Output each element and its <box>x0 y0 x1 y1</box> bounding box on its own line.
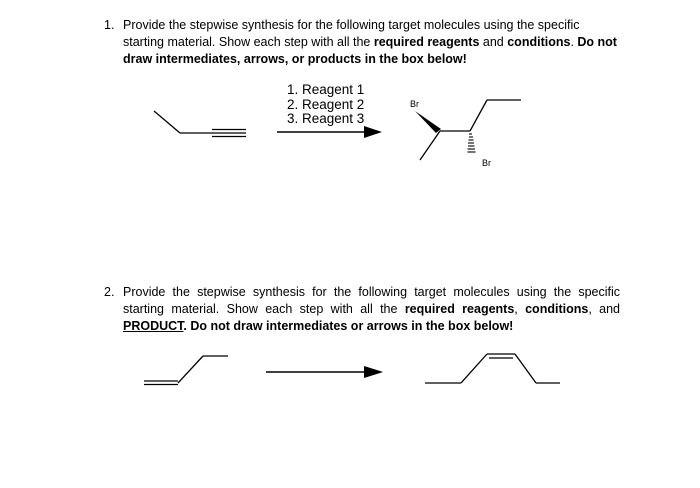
q2-bold-c: . Do not draw intermediates or arrows in the box below! <box>183 319 514 333</box>
reagent-1: 1. Reagent 1 <box>287 82 365 97</box>
q2-product <box>425 354 560 383</box>
question-2-number: 2. <box>104 285 115 299</box>
q1-starting-material <box>154 111 246 137</box>
q1-bold-b: conditions <box>507 35 571 49</box>
q2-reaction-arrow <box>266 366 383 378</box>
q2-text-b: , <box>514 302 526 316</box>
q1-text-c: . <box>570 35 578 49</box>
q2-text-c: , and <box>588 302 620 316</box>
q1-bold-a: required reagents <box>373 35 480 49</box>
q1-product <box>410 99 521 168</box>
question-1-number: 1. <box>104 18 115 32</box>
br-label-bottom: Br <box>482 158 491 168</box>
br-label-top: Br <box>410 99 419 109</box>
q2-text-a: Provide the stepwise synthesis for the following target molecules using the specific starting material. Show each step with all the <box>123 285 620 316</box>
q2-starting-material <box>144 356 228 385</box>
q1-bold-c: Do not draw intermediates, arrows, or products in the box below! <box>123 35 617 66</box>
reagent-2: 2. Reagent 2 <box>287 96 365 112</box>
q1-text-b: and <box>479 35 508 49</box>
q2-bold-b: conditions <box>525 302 589 316</box>
wedge-bond <box>415 111 441 133</box>
question-2-prompt <box>123 284 620 335</box>
q1-text-a: Provide the stepwise synthesis for the following target molecules using the specific starting material. Show each step with all the <box>123 18 580 49</box>
q1-reaction-arrow <box>277 126 382 138</box>
q2-bold-a: required reagents <box>404 302 515 316</box>
q2-underlined-product: PRODUCT <box>123 319 184 333</box>
reagent-3: 3. Reagent 3 <box>287 111 365 126</box>
hashed-bond <box>468 134 476 152</box>
